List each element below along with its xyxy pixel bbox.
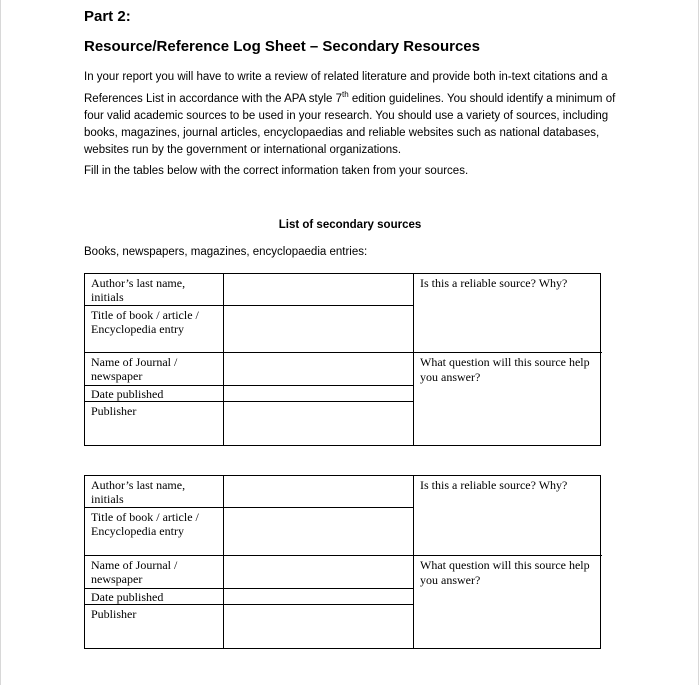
author-label: Author’s last name, initials: [91, 276, 186, 304]
row-divider: [85, 352, 602, 353]
section-subheading: Books, newspapers, magazines, encyclopaedia entries:: [84, 246, 368, 258]
publisher-label: Publisher: [91, 404, 137, 418]
reliability-question: Is this a reliable source? Why?: [420, 478, 568, 492]
part-label: Part 2:: [84, 8, 131, 25]
document-title: Resource/Reference Log Sheet – Secondary Resources: [84, 38, 480, 55]
entry-column[interactable]: [223, 274, 414, 445]
row-divider: [85, 305, 413, 306]
date-label: Date published: [91, 387, 164, 401]
row-divider: [85, 588, 413, 589]
author-label: Author’s last name, initials: [91, 478, 186, 506]
instruction-text: Fill in the tables below with the correct information taken from your sources.: [84, 165, 469, 177]
row-divider: [85, 401, 413, 402]
row-divider: [85, 604, 413, 605]
journal-label: Name of Journal / newspaper: [91, 558, 178, 586]
publisher-label: Publisher: [91, 607, 137, 621]
research-question: What question will this source help you answer?: [420, 558, 590, 587]
list-title: List of secondary sources: [278, 219, 422, 231]
date-label: Date published: [91, 590, 164, 604]
intro-text-start: In your report you will have to write a review of related literature and provide both in-text citations and a References List in accordance with the APA style 7: [84, 71, 608, 105]
intro-superscript: th: [342, 90, 349, 99]
page-left-edge: [0, 0, 1, 685]
source-table-2: [84, 475, 601, 649]
research-question: What question will this source help you answer?: [420, 355, 590, 384]
title-label: Title of book / article / Encyclopedia entry: [91, 308, 199, 336]
source-table-1: [84, 273, 601, 446]
intro-paragraph: [84, 69, 624, 159]
title-label: Title of book / article / Encyclopedia entry: [91, 510, 199, 538]
row-divider: [85, 507, 413, 508]
entry-column[interactable]: [223, 476, 414, 648]
journal-label: Name of Journal / newspaper: [91, 355, 178, 383]
row-divider: [85, 385, 413, 386]
intro-text-end: edition guidelines. You should identify a minimum of four valid academic sources to be used in your research. You should use a variety of sources, including books, magazines, journal articles, encyclopaedias and reliable websites such as national databases, websites run by the government or international organizations.: [84, 92, 616, 156]
row-divider: [85, 555, 602, 556]
page-right-edge: [698, 0, 699, 685]
reliability-question: Is this a reliable source? Why?: [420, 276, 568, 290]
